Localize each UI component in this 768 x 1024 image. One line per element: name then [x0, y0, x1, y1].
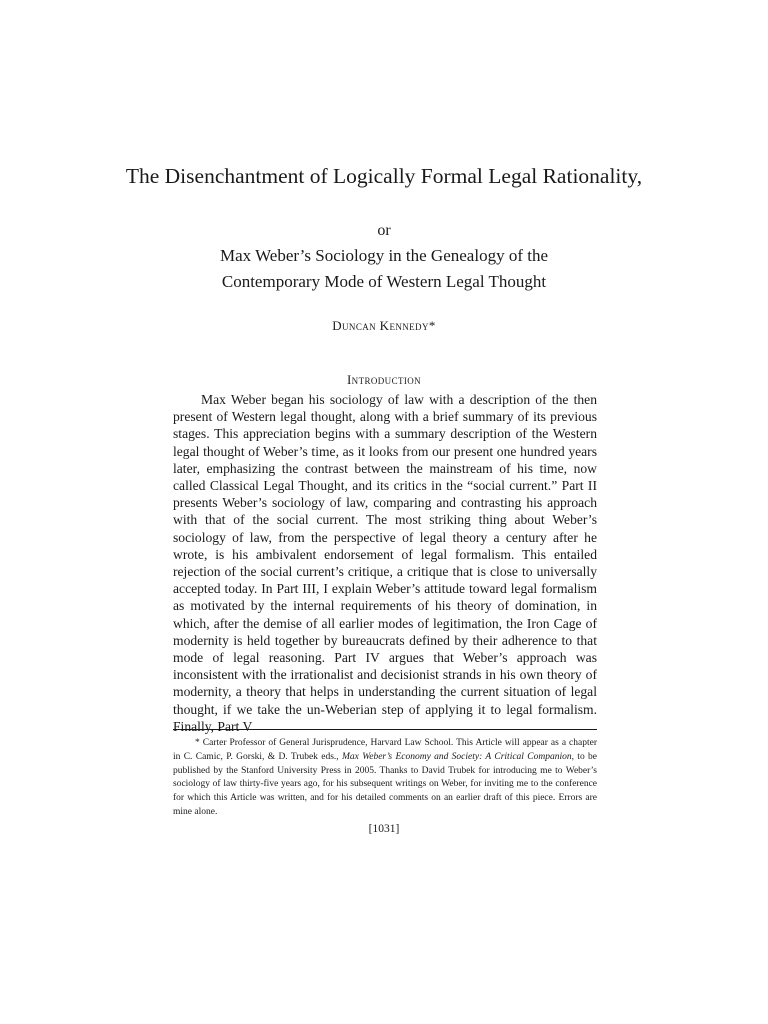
article-title: The Disenchantment of Logically Formal Legal Rationality,	[125, 164, 643, 188]
footnote	[173, 737, 597, 820]
subtitle-line-1: Max Weber’s Sociology in the Genealogy of the	[219, 246, 548, 265]
footnote-text-part-1: * Carter Professor of General Jurisprudence, Harvard Law School. This Article will appear as a chapter in C. Camic, P. Gorski, & D. Trubek eds.,	[173, 738, 597, 762]
author-name: Duncan Kennedy*	[332, 318, 436, 333]
subtitle-line-2: Contemporary Mode of Western Legal Thought	[221, 272, 547, 291]
section-heading-introduction: Introduction	[346, 372, 422, 387]
title-connector: or	[377, 222, 391, 239]
footnote-divider	[173, 729, 597, 730]
page-number: [1031]	[368, 823, 400, 835]
article-subtitle	[0, 243, 768, 295]
body-paragraph: Max Weber began his sociology of law with a description of the then present of Western legal thought, along with a brief summary of its previous stages. This appreciation begins with a summary description of the Western legal thought of Weber’s time, as it looks from our present one hundred years later, emphasizing the contrast between the mainstream of his time, now called Classical Legal Thought, and its critics in the “social current.” Part II presents Weber’s sociology of law, comparing and contrasting his approach with that of the social current. The most striking thing about Weber’s sociology of law, from the perspective of legal theory a century after he wrote, is his ambivalent endorsement of legal formalism. This entailed rejection of the social current’s critique, a critique that is close to universally accepted today. In Part III, I explain Weber’s attitude toward legal formalism as motivated by the internal requirements of his theory of domination, in which, after the demise of all earlier modes of legitimation, the Iron Cage of modernity is held together by bureaucrats defined by their adherence to that mode of legal reasoning. Part IV argues that Weber’s approach was inconsistent with the irrationalist and decisionist strands in his own theory of modernity, a theory that helps in understanding the current situation of legal thought, if we take the un-Weberian step of applying it to legal formalism. Finally, Part V	[173, 392, 597, 734]
footnote-book-title: Max Weber’s Economy and Society: A Critical Companion	[342, 751, 572, 762]
footnote-text-part-2: , to be published by the Stanford University Press in 2005. Thanks to David Trubek for introducing me to Weber’s sociology of law thirty-five years ago, for his subsequent writings on Weber, for inviting me to the conference for which this Article was written, and for his detailed comments on an earlier draft of this piece. Errors are mine alone.	[173, 751, 597, 817]
